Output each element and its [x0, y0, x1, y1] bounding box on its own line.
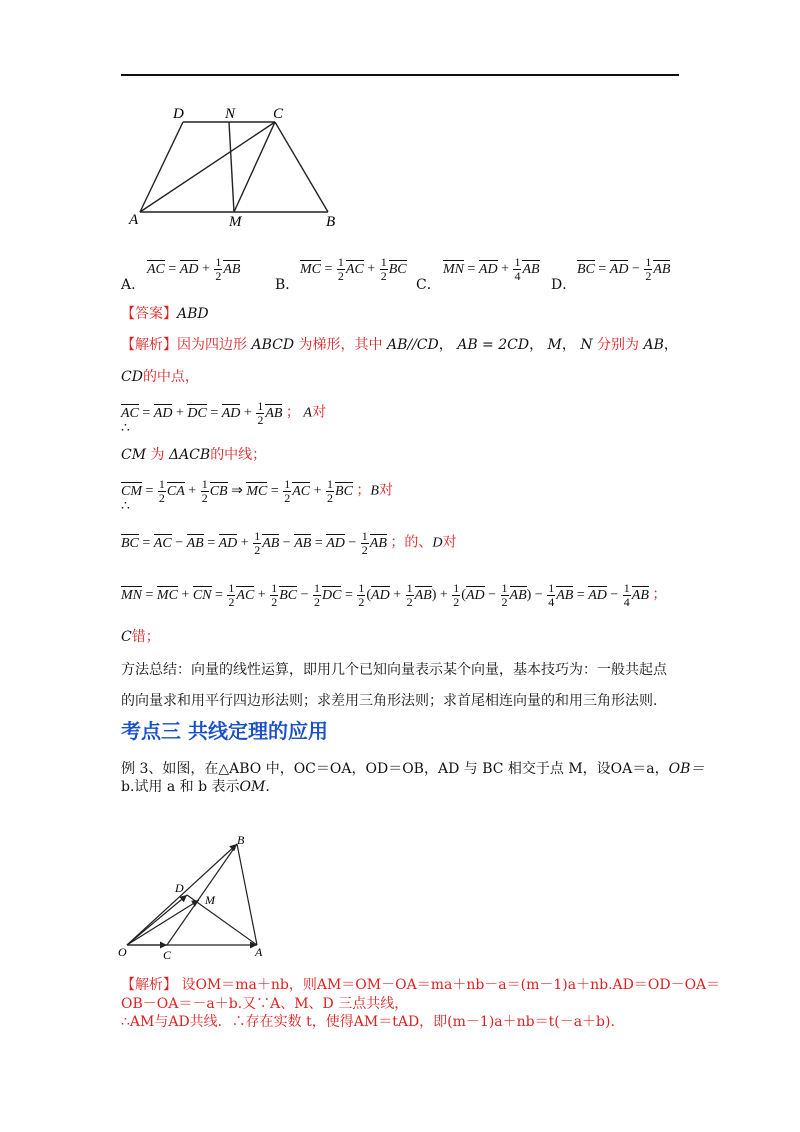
- option-a-letter: A.: [121, 277, 136, 293]
- solution-line-3: ∴AM与AD共线．∴存在实数 t，使得AM＝tAD，即(m－1)a＋nb＝t(－a＋b).: [121, 1014, 615, 1030]
- letter-d: D: [432, 535, 443, 551]
- therefore-2: ∴: [121, 498, 130, 514]
- solution-line-2: OB－OA＝－a＋b.又∵A、M、D 三点共线，: [121, 996, 409, 1012]
- analysis-cd: CD: [121, 369, 143, 385]
- example3-line-2: [121, 778, 270, 796]
- formula-mn: MN = MC + CN = $\frac{1}{2}$ AC + $\frac{1}{2}$ BC − $\frac{1}{2}$ DC = $\frac{1}{2}$ (AD + $\frac{1}{2}$ AB) + $\frac{1}{2}$ (AD − $\frac{1}{2}$ AB) − $\frac{1}{4}$ AB = AD − $\frac{1}{4}$ AB ；: [121, 581, 667, 609]
- analysis-line-2: [121, 368, 199, 386]
- analysis-ab-eq: AB = 2CD: [457, 337, 530, 353]
- label-B: B: [237, 833, 245, 847]
- label-O: O: [118, 945, 127, 959]
- label-C: C: [163, 948, 172, 962]
- analysis-text: 的中线；: [210, 447, 267, 463]
- letter-c: C: [121, 629, 132, 645]
- letter-a: A: [303, 405, 312, 421]
- analysis-text: 分别为: [597, 337, 640, 353]
- method-line-2: 的向量求和用平行四边形法则；求差用三角形法则；求首尾相连向量的和用三角形法则.: [121, 693, 658, 709]
- analysis-text: 为: [150, 447, 165, 463]
- trapezoid-figure: [125, 100, 355, 230]
- analysis-text: 因为四边形: [177, 337, 247, 353]
- formula-bc: BC = AC − AB = AD + $\frac{1}{2}$ AB − AB = AD − $\frac{1}{2}$ AB ；的、D对: [121, 529, 457, 557]
- label-A: A: [129, 212, 139, 228]
- example3-om: OM.: [239, 779, 270, 795]
- analysis-text: ；的、: [390, 535, 433, 551]
- example3-ob: OB＝: [668, 761, 705, 777]
- analysis-tag: 【解析】: [121, 337, 177, 353]
- section-title: 考点三 共线定理的应用: [121, 719, 328, 743]
- analysis-text: 为梯形，其中: [298, 337, 383, 353]
- therefore-1: ∴: [121, 420, 130, 436]
- method-line-1: 方法总结：向量的线性运算，即用几个已知向量表示某个向量，基本技巧为：一般共起点: [121, 662, 667, 678]
- answer-value: ABD: [177, 306, 209, 322]
- cm-line: [121, 446, 266, 464]
- label-M: M: [205, 893, 215, 907]
- right-mark: 对: [442, 535, 457, 551]
- formula-ac: AC = AD + DC = AD + $\frac{1}{2}$ AB ； A对: [121, 399, 326, 427]
- wrong-mark: 错；: [131, 629, 160, 645]
- triangle-acb: ΔACB: [168, 447, 211, 463]
- semicolon: ；: [285, 405, 300, 421]
- example3-text: b.试用 a 和 b 表示: [121, 779, 240, 795]
- example3-line-1: [121, 760, 704, 778]
- label-A: A: [255, 945, 263, 959]
- option-a-formula: AC = AD + $\frac{1}{2}$ AB: [147, 255, 241, 283]
- triangle-figure: [115, 832, 275, 962]
- right-mark: 对: [311, 405, 326, 421]
- analysis-n: N: [580, 337, 593, 353]
- option-d-letter: D．: [551, 277, 577, 293]
- formula-cm: CM = $\frac{1}{2}$ CA + $\frac{1}{2}$ CB ⇒ MC = $\frac{1}{2}$ AC + $\frac{1}{2}$ BC ；B对: [121, 477, 393, 505]
- option-b-formula: MC = $\frac{1}{2}$ AC + $\frac{1}{2}$ BC: [300, 255, 407, 283]
- analysis-parallel: AB//CD: [386, 337, 439, 353]
- analysis-abcd: ABCD: [251, 337, 295, 353]
- right-mark: 对: [378, 483, 393, 499]
- option-c-formula: MN = AD + $\frac{1}{4}$ AB: [443, 255, 540, 283]
- analysis-text: 的中点，: [142, 369, 199, 385]
- label-D: D: [173, 106, 184, 122]
- letter-b: B: [370, 483, 379, 499]
- example3-text: 例 3、如图，在△ABO 中，OC＝OA，OD＝OB，AD 与 BC 相交于点 M，设OA＝a，: [121, 761, 669, 777]
- solution-line-1: [121, 976, 720, 994]
- label-C: C: [273, 106, 284, 122]
- option-c-letter: C．: [416, 277, 441, 293]
- c-wrong-line: [121, 628, 160, 646]
- label-D: D: [175, 881, 184, 895]
- analysis-m: M: [547, 337, 562, 353]
- solution-text: 设OM＝ma＋nb，则AM＝OM－OA＝ma＋nb－a＝(m－1)a＋nb.AD＝OD－OA＝: [181, 977, 721, 993]
- label-M: M: [229, 214, 242, 230]
- solution-tag: 【解析】: [121, 977, 177, 993]
- header-rule: [121, 74, 679, 76]
- analysis-ab: AB: [643, 337, 664, 353]
- label-B: B: [326, 214, 336, 230]
- analysis-line-1: 【解析】因为四边形 ABCD 为梯形，其中 AB//CD， AB = 2CD， M， N 分别为 AB，: [121, 337, 678, 353]
- option-d-formula: BC = AD − $\frac{1}{2}$ AB: [577, 255, 671, 283]
- cm: CM: [121, 447, 147, 463]
- label-N: N: [225, 106, 236, 122]
- option-b-letter: B．: [275, 277, 300, 293]
- answer-tag: 【答案】: [121, 306, 177, 322]
- answer-line: [121, 305, 209, 323]
